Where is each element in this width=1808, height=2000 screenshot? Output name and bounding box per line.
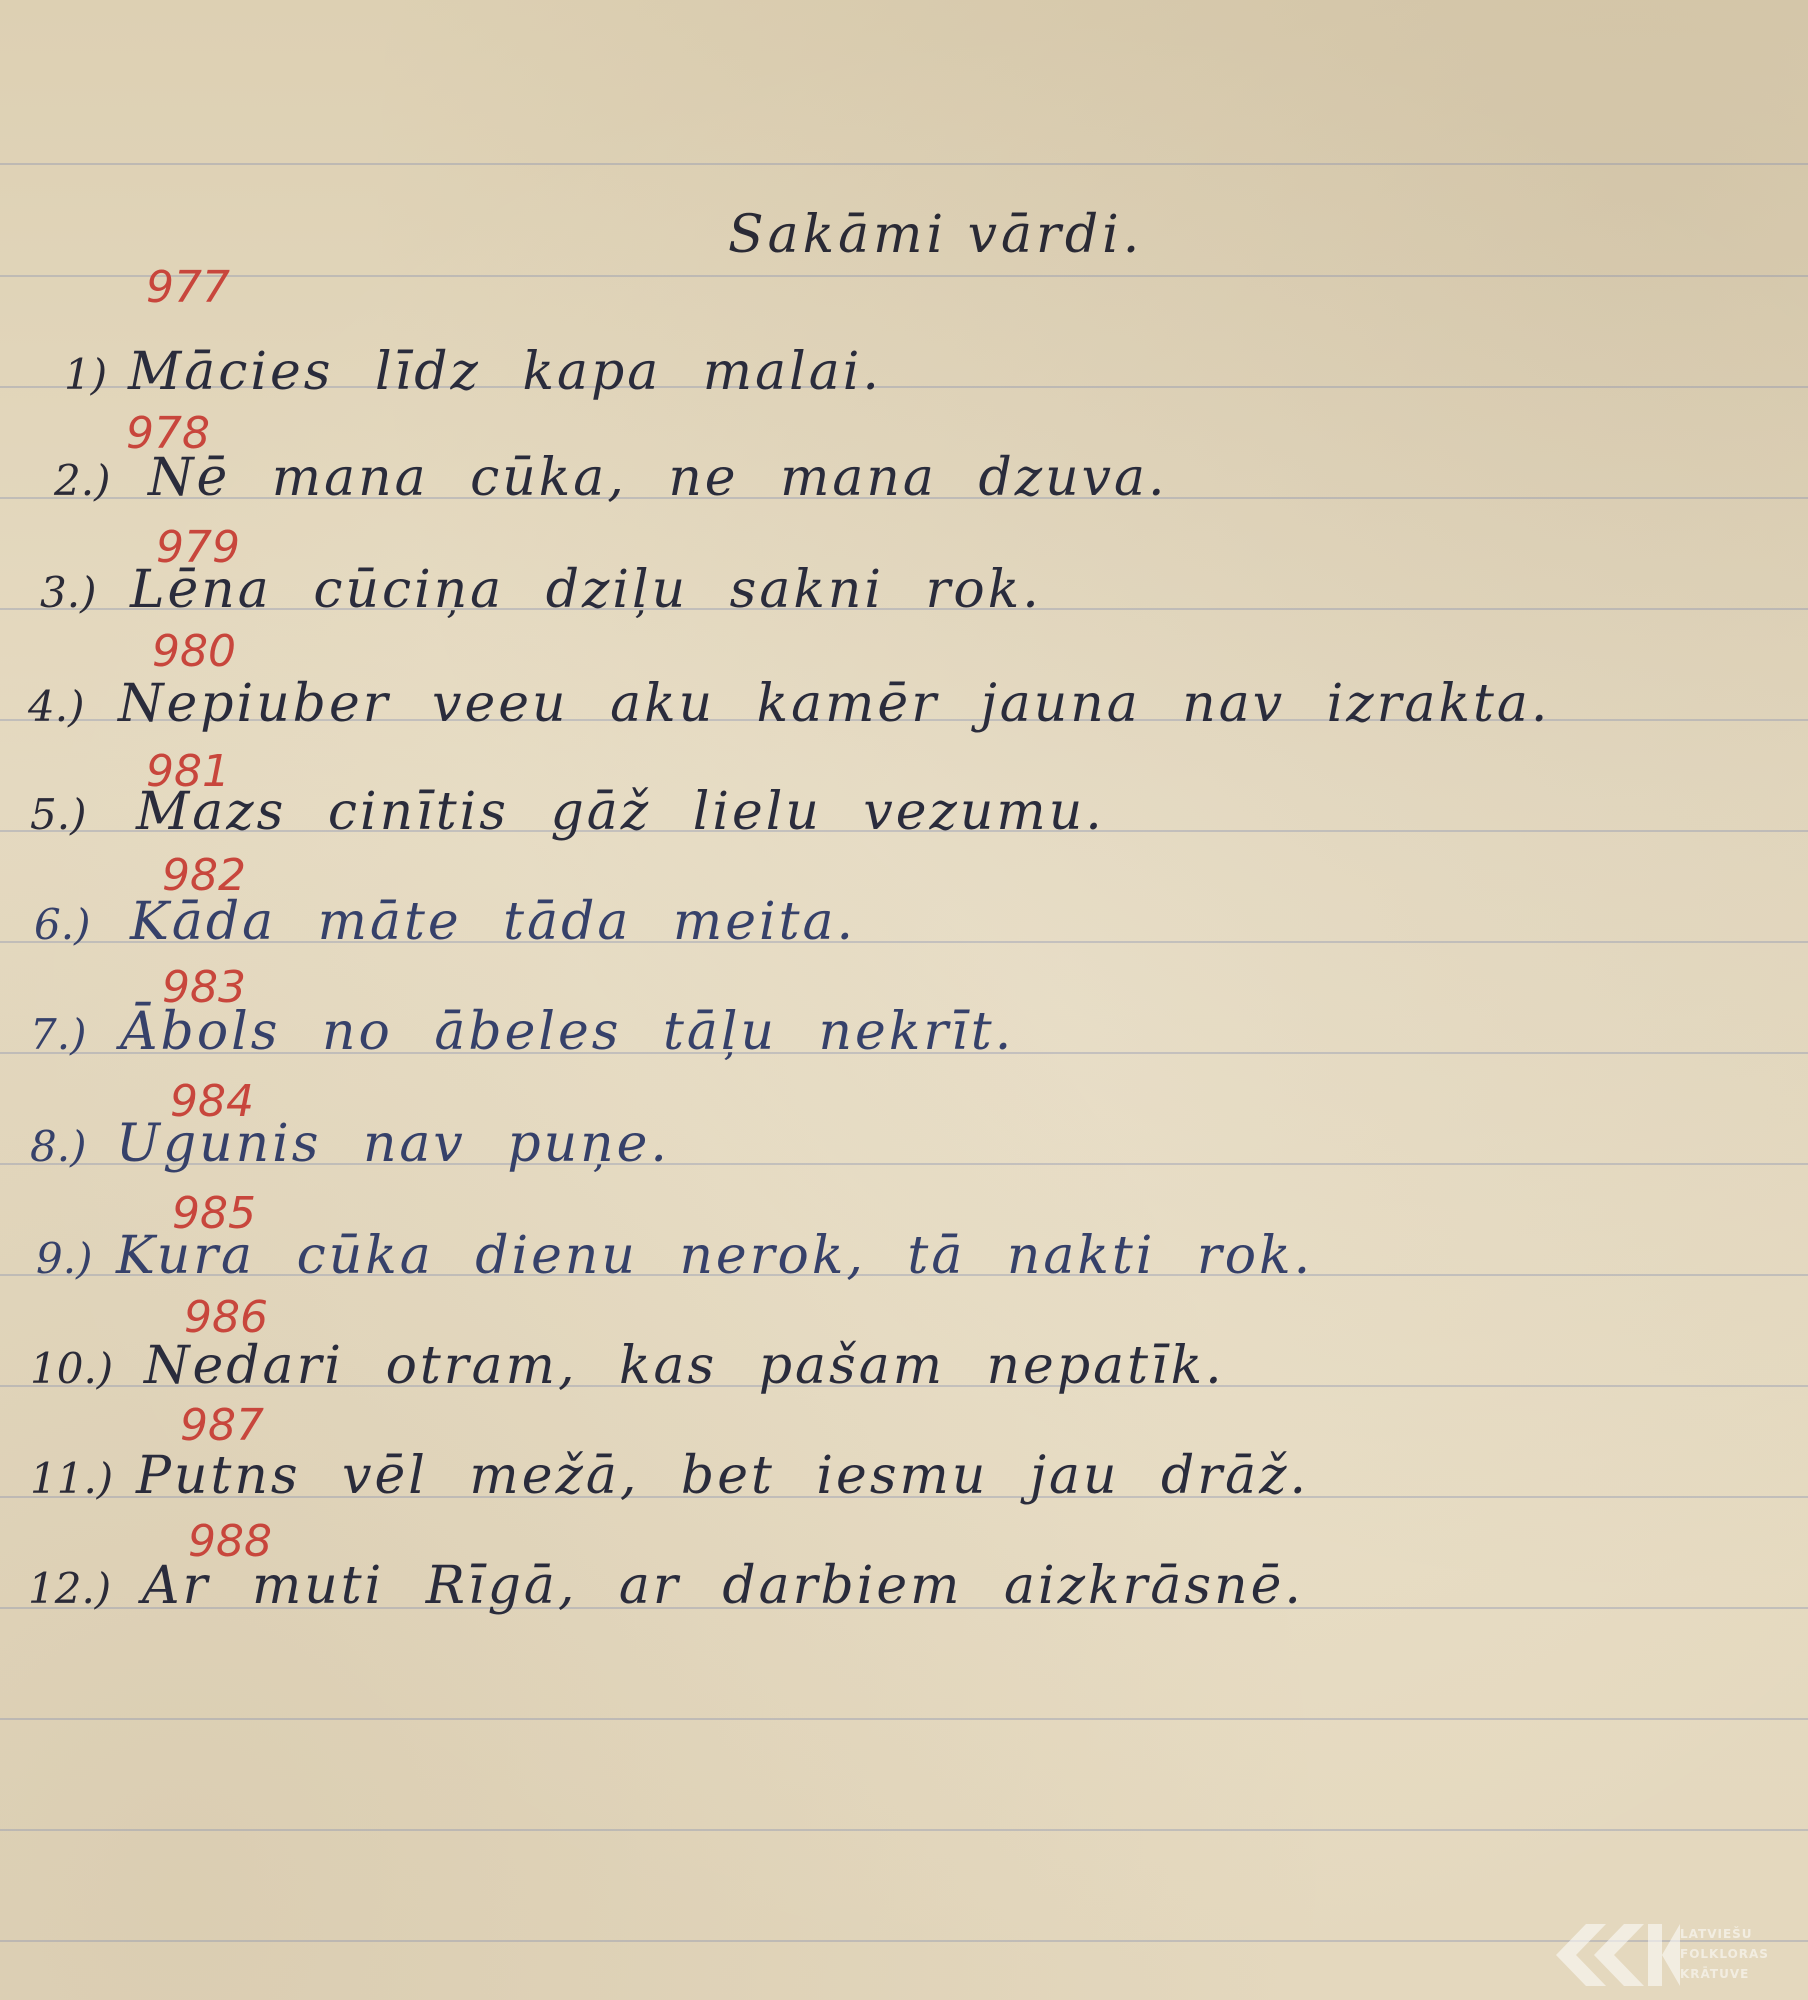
saying-text: Ugunis nav puņe. [116, 1114, 670, 1174]
archive-number: 981 [146, 746, 230, 797]
saying-text: Nē mana cūka, ne mana dzuva. [148, 448, 1168, 508]
entry-index: 4.) [28, 682, 85, 731]
saying-text: Ābols no ābeles tāļu nekrīt. [120, 1002, 1015, 1062]
ruled-line [0, 1940, 1808, 1942]
saying-entry [0, 850, 1808, 960]
entry-index: 10.) [30, 1344, 114, 1393]
saying-entry [0, 1516, 1808, 1626]
saying-entry [0, 626, 1808, 736]
entry-index: 7.) [30, 1010, 87, 1059]
entry-index: 12.) [28, 1564, 112, 1613]
archive-number: 978 [126, 408, 210, 459]
saying-text: Mācies līdz kapa malai. [128, 342, 882, 402]
saying-text: Kura cūka dienu nerok, tā nakti rok. [116, 1226, 1314, 1286]
saying-text: Nedari otram, kas pašam nepatīk. [144, 1336, 1225, 1396]
saying-text: Kāda māte tāda meita. [130, 892, 857, 952]
saying-text: Mazs cinītis gāž lielu vezumu. [136, 782, 1105, 842]
archive-number: 984 [170, 1076, 254, 1127]
archive-logo-text: LATVIEŠU FOLKLORAS KRĀTUVE [1680, 1927, 1769, 1981]
entry-index: 2.) [54, 456, 111, 505]
archive-number: 982 [162, 850, 246, 901]
archive-number: 977 [146, 262, 230, 313]
saying-entry [0, 1400, 1808, 1510]
archive-number: 986 [184, 1292, 268, 1343]
entry-index: 5.) [30, 790, 87, 839]
archive-number: 987 [180, 1400, 264, 1451]
saying-entry [0, 1292, 1808, 1402]
saying-entry [0, 962, 1808, 1072]
saying-text: Nepiuber veeu aku kamēr jauna nav izrakta. [118, 674, 1551, 734]
saying-entry [0, 262, 1808, 402]
saying-text: Lēna cūciņa dziļu sakni rok. [130, 560, 1042, 620]
entry-index: 1) [64, 350, 108, 399]
archive-number: 988 [188, 1516, 272, 1567]
ruled-line [0, 163, 1808, 165]
archive-number: 985 [172, 1188, 256, 1239]
ruled-line [0, 1829, 1808, 1831]
saying-text: Putns vēl mežā, bet iesmu jau drāž. [136, 1446, 1310, 1506]
entry-index: 6.) [34, 900, 91, 949]
saying-entry [0, 1188, 1808, 1298]
entry-index: 11.) [30, 1454, 114, 1503]
saying-entry [0, 408, 1808, 518]
entry-index: 8.) [30, 1122, 87, 1171]
entry-index: 9.) [36, 1234, 93, 1283]
archive-logo [1548, 1918, 1798, 1992]
page-title: Sakāmi vārdi. [728, 205, 1144, 265]
ruled-line [0, 1718, 1808, 1720]
entry-index: 3.) [40, 568, 97, 617]
saying-entry [0, 1076, 1808, 1186]
archive-number: 983 [162, 962, 246, 1013]
saying-entry [0, 522, 1808, 632]
archive-number: 979 [156, 522, 240, 573]
saying-entry [0, 746, 1808, 856]
archive-number: 980 [152, 626, 236, 677]
saying-text: Ar muti Rīgā, ar darbiem aizkrāsnē. [142, 1556, 1304, 1616]
